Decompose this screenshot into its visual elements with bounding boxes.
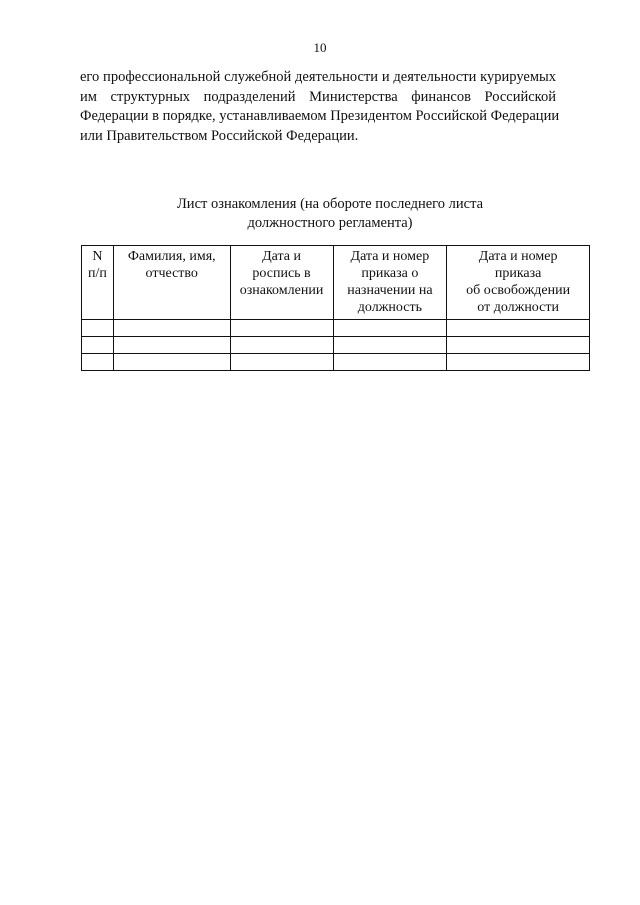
- header-number: [82, 246, 114, 320]
- header-line: роспись в: [252, 266, 311, 281]
- header-line: Дата и: [262, 249, 301, 264]
- header-line: N: [92, 249, 103, 264]
- header-line: должность: [357, 300, 422, 315]
- paragraph-line: его профессиональной служебной деятельности и деятельности курируемых: [80, 69, 556, 85]
- header-full-name: [113, 246, 230, 320]
- header-line: отчество: [145, 266, 198, 281]
- table-cell[interactable]: [230, 337, 333, 354]
- header-line: ознакомлении: [239, 283, 324, 298]
- table-cell[interactable]: [82, 320, 114, 337]
- table-cell[interactable]: [82, 337, 114, 354]
- table-cell[interactable]: [230, 320, 333, 337]
- table-row: [82, 354, 590, 371]
- header-line: приказа о: [361, 266, 419, 281]
- table-cell[interactable]: [333, 337, 447, 354]
- table-cell[interactable]: [230, 354, 333, 371]
- table-cell[interactable]: [113, 337, 230, 354]
- paragraph-line: Федерации в порядке, устанавливаемом Президентом Российской Федерации: [80, 108, 560, 124]
- paragraph-line: им структурных подразделений Министерства финансов Российской: [80, 88, 556, 105]
- table-row: [82, 320, 590, 337]
- table-cell[interactable]: [447, 354, 590, 371]
- header-line: об освобождении: [466, 283, 571, 298]
- table-cell[interactable]: [333, 354, 447, 371]
- table-cell[interactable]: [113, 320, 230, 337]
- page-number: 10: [313, 40, 327, 55]
- paragraph-line: или Правительством Российской Федерации.: [80, 127, 359, 144]
- body-paragraph: [80, 68, 560, 146]
- header-line: Фамилия, имя,: [127, 249, 216, 264]
- table-cell[interactable]: [113, 354, 230, 371]
- header-line: п/п: [88, 266, 107, 281]
- header-line: приказа: [494, 266, 542, 281]
- table-cell[interactable]: [333, 320, 447, 337]
- acknowledgement-table: [81, 245, 590, 371]
- sheet-title-line: Лист ознакомления (на обороте последнего листа: [176, 196, 484, 212]
- table-row: [82, 337, 590, 354]
- header-line: Дата и номер: [478, 249, 558, 264]
- header-line: Дата и номер: [350, 249, 430, 264]
- table-cell[interactable]: [447, 320, 590, 337]
- table-header-row: [82, 246, 590, 320]
- header-date-signature: [230, 246, 333, 320]
- header-dismissal-order: [447, 246, 590, 320]
- header-line: от должности: [477, 300, 559, 315]
- acknowledgement-sheet-title: [0, 195, 640, 233]
- table-cell[interactable]: [82, 354, 114, 371]
- header-appointment-order: [333, 246, 447, 320]
- sheet-title-line: должностного регламента): [247, 215, 413, 231]
- table-cell[interactable]: [447, 337, 590, 354]
- header-line: назначении на: [347, 283, 433, 298]
